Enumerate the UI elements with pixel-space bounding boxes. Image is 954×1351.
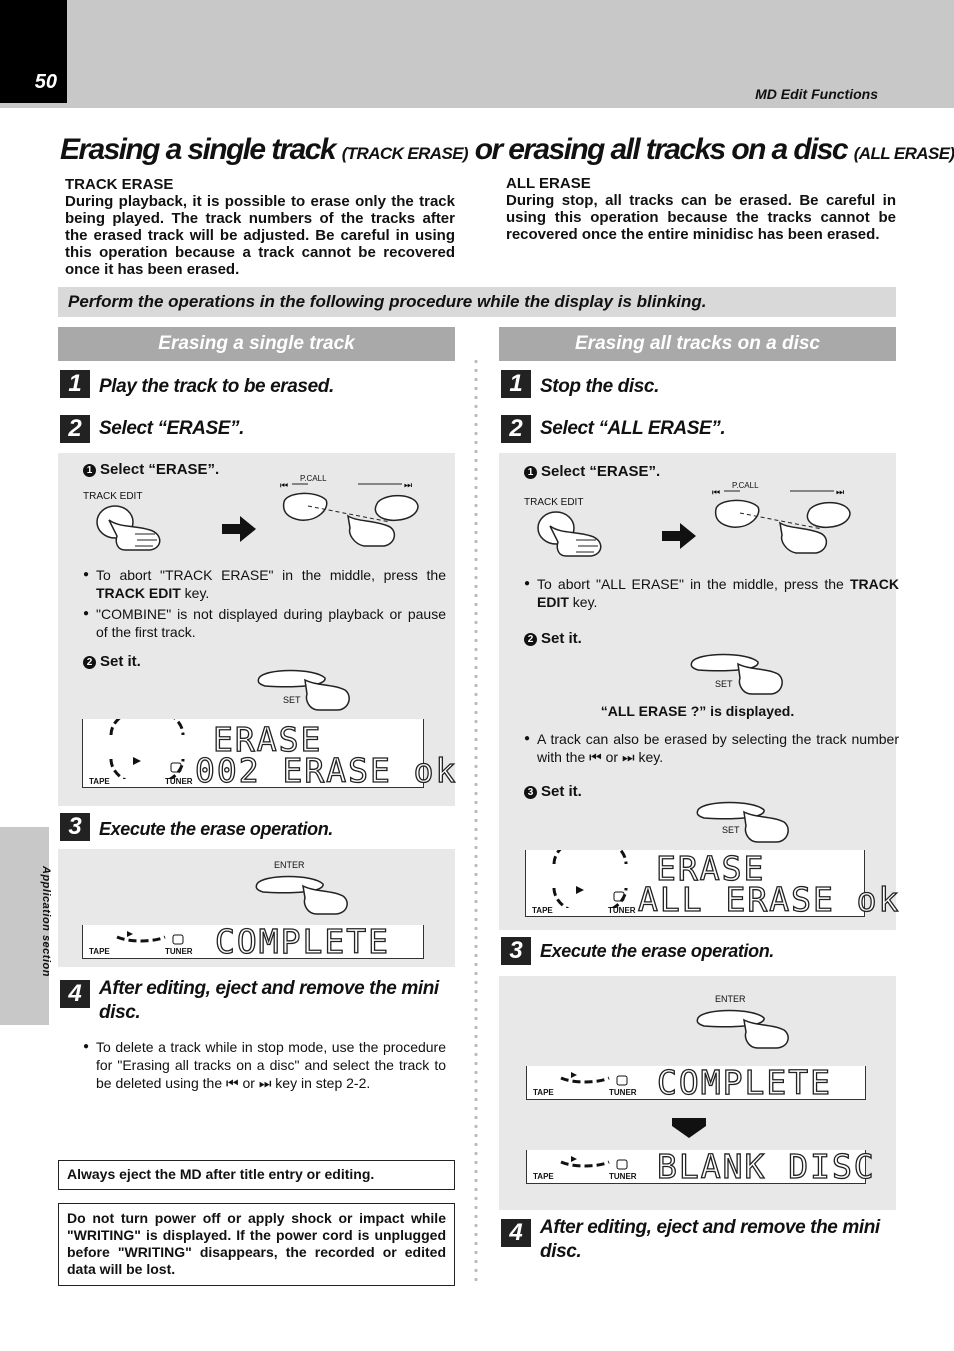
arrow-down-icon — [672, 1118, 706, 1138]
track-edit-button-hand-icon — [536, 506, 611, 561]
step-number: 4 — [501, 1219, 531, 1247]
svg-text:⏭: ⏭ — [404, 481, 413, 491]
lcd-display — [526, 1063, 866, 1102]
column-divider — [474, 357, 478, 1287]
right-column-heading: Erasing all tracks on a disc — [499, 327, 896, 361]
disc-indicator-icon — [93, 719, 193, 779]
page-number: 50 — [0, 0, 67, 103]
tape-label: TAPE — [89, 777, 110, 786]
pcall-buttons-hand-icon — [278, 478, 426, 553]
warning-box: Do not turn power off or apply shock or impact while "WRITING" is displayed. If the power cord is unplugged before "WRITING" disappears, the recorded or edited data will be lost. — [58, 1203, 455, 1286]
procedure-banner: Perform the operations in the following procedure while the display is blinking. — [58, 287, 896, 317]
intro-body: During playback, it is possible to erase only the track being played. The track numbers of the tracks after the erased track will be adjusted. Be careful in using this operation because a track cannot be recovered once it has been erased. — [65, 193, 455, 278]
track-edit-label: TRACK EDIT — [524, 497, 584, 508]
substep: 1 Select “ERASE”. — [524, 463, 660, 480]
note: ● "COMBINE" is not displayed during playback or pause of the first track. — [83, 605, 446, 641]
tape-label: TAPE — [532, 906, 553, 915]
tape-label: TAPE — [533, 1172, 554, 1181]
track-edit-label: TRACK EDIT — [83, 491, 143, 502]
note: ● A track can also be erased by selecting the track number with the ⏮ or ⏭ key. — [524, 730, 899, 766]
step-number: 1 — [60, 370, 90, 398]
step-text: Execute the erase operation. — [99, 819, 333, 839]
note: ● To abort "TRACK ERASE" in the middle, press the TRACK EDIT key. — [83, 566, 446, 602]
svg-text:⏮: ⏮ — [280, 481, 289, 491]
step-text: Stop the disc. — [540, 376, 659, 397]
intro-body: During stop, all tracks can be erased. Be careful in using this operation because the tracks cannot be recovered once the entire minidisc has been erased. — [506, 192, 896, 243]
display-message: “ALL ERASE ?” is displayed. — [600, 703, 795, 719]
step-number: 4 — [60, 980, 90, 1008]
set-button-hand-icon — [694, 798, 794, 846]
lcd-line2: 002 ERASE ok — [195, 751, 458, 790]
enter-button-hand-icon — [694, 1006, 794, 1052]
step-number: 3 — [60, 813, 90, 841]
substep: 1 Select “ERASE”. — [83, 461, 219, 478]
lcd-display — [82, 719, 458, 790]
set-button-hand-icon — [255, 666, 355, 714]
substep: 2 Set it. — [524, 630, 582, 647]
lcd-line1: COMPLETE — [215, 922, 390, 961]
tape-label: TAPE — [533, 1088, 554, 1097]
pcall-label: P.CALL — [732, 481, 759, 490]
step-number: 3 — [501, 937, 531, 965]
tuner-label: TUNER — [609, 1172, 637, 1181]
pcall-label: P.CALL — [300, 474, 327, 483]
lcd-line1: ERASE — [656, 849, 766, 888]
step-text: After editing, eject and remove the mini disc. — [540, 1217, 880, 1262]
svg-text:⏮: ⏮ — [712, 488, 721, 498]
note: ● To abort "ALL ERASE" in the middle, press the TRACK EDIT key. — [524, 575, 899, 611]
set-label: SET — [283, 695, 301, 705]
svg-text:⏭: ⏭ — [836, 488, 845, 498]
step-number: 2 — [501, 415, 531, 443]
disc-indicator-icon — [557, 1066, 637, 1088]
set-button-hand-icon — [688, 650, 788, 698]
lcd-line1: ERASE — [213, 720, 323, 759]
intro-track-erase — [65, 176, 455, 278]
title-main-2: or erasing all tracks on a disc — [468, 133, 847, 166]
side-tab-label: Application section — [40, 866, 52, 977]
title-sub-2: (ALL ERASE) — [853, 144, 954, 163]
disc-indicator-icon — [557, 1150, 637, 1172]
tuner-label: TUNER — [165, 777, 193, 786]
lcd-display — [526, 1147, 876, 1186]
arrow-right-icon — [222, 516, 256, 542]
tuner-label: TUNER — [165, 947, 193, 956]
lcd-display — [525, 849, 901, 919]
substep: 3 Set it. — [524, 783, 582, 800]
note: ● To delete a track while in stop mode, use the procedure for "Erasing all tracks on a disc" and select the track to be deleted using the ⏮ or ⏭ key in step 2-2. — [83, 1038, 446, 1092]
step-text: After editing, eject and remove the mini disc. — [99, 978, 439, 1023]
step-text: Play the track to be erased. — [99, 376, 334, 397]
disc-indicator-icon — [113, 925, 193, 947]
lcd-line1: COMPLETE — [657, 1063, 832, 1102]
left-column-heading: Erasing a single track — [58, 327, 455, 361]
step-number: 1 — [501, 370, 531, 398]
enter-label: ENTER — [274, 860, 305, 870]
set-label: SET — [722, 825, 740, 835]
substep: 2 Set it. — [83, 653, 141, 670]
intro-head: ALL ERASE — [506, 175, 591, 192]
enter-button-hand-icon — [253, 872, 353, 918]
pcall-buttons-hand-icon — [710, 485, 858, 560]
step-text: Select “ALL ERASE”. — [540, 418, 726, 439]
disc-indicator-icon — [536, 850, 636, 908]
step-text: Execute the erase operation. — [540, 941, 774, 961]
intro-head: TRACK ERASE — [65, 176, 174, 193]
page-title — [60, 133, 954, 167]
tuner-label: TUNER — [609, 1088, 637, 1097]
step-text: Select “ERASE”. — [99, 418, 244, 439]
lcd-line1: BLANK DISC — [657, 1147, 876, 1186]
lcd-display — [82, 922, 424, 961]
title-main-1: Erasing a single track — [60, 133, 335, 166]
section-name: MD Edit Functions — [755, 86, 878, 102]
track-edit-button-hand-icon — [95, 500, 170, 555]
arrow-right-icon — [662, 523, 696, 549]
set-label: SET — [715, 679, 733, 689]
title-sub-1: (TRACK ERASE) — [341, 144, 468, 163]
tuner-label: TUNER — [608, 906, 636, 915]
eject-reminder-box: Always eject the MD after title entry or editing. — [58, 1160, 455, 1190]
step-number: 2 — [60, 415, 90, 443]
intro-all-erase — [506, 175, 896, 243]
enter-label: ENTER — [715, 994, 746, 1004]
tape-label: TAPE — [89, 947, 110, 956]
lcd-line2: ALL ERASE ok — [638, 880, 901, 919]
